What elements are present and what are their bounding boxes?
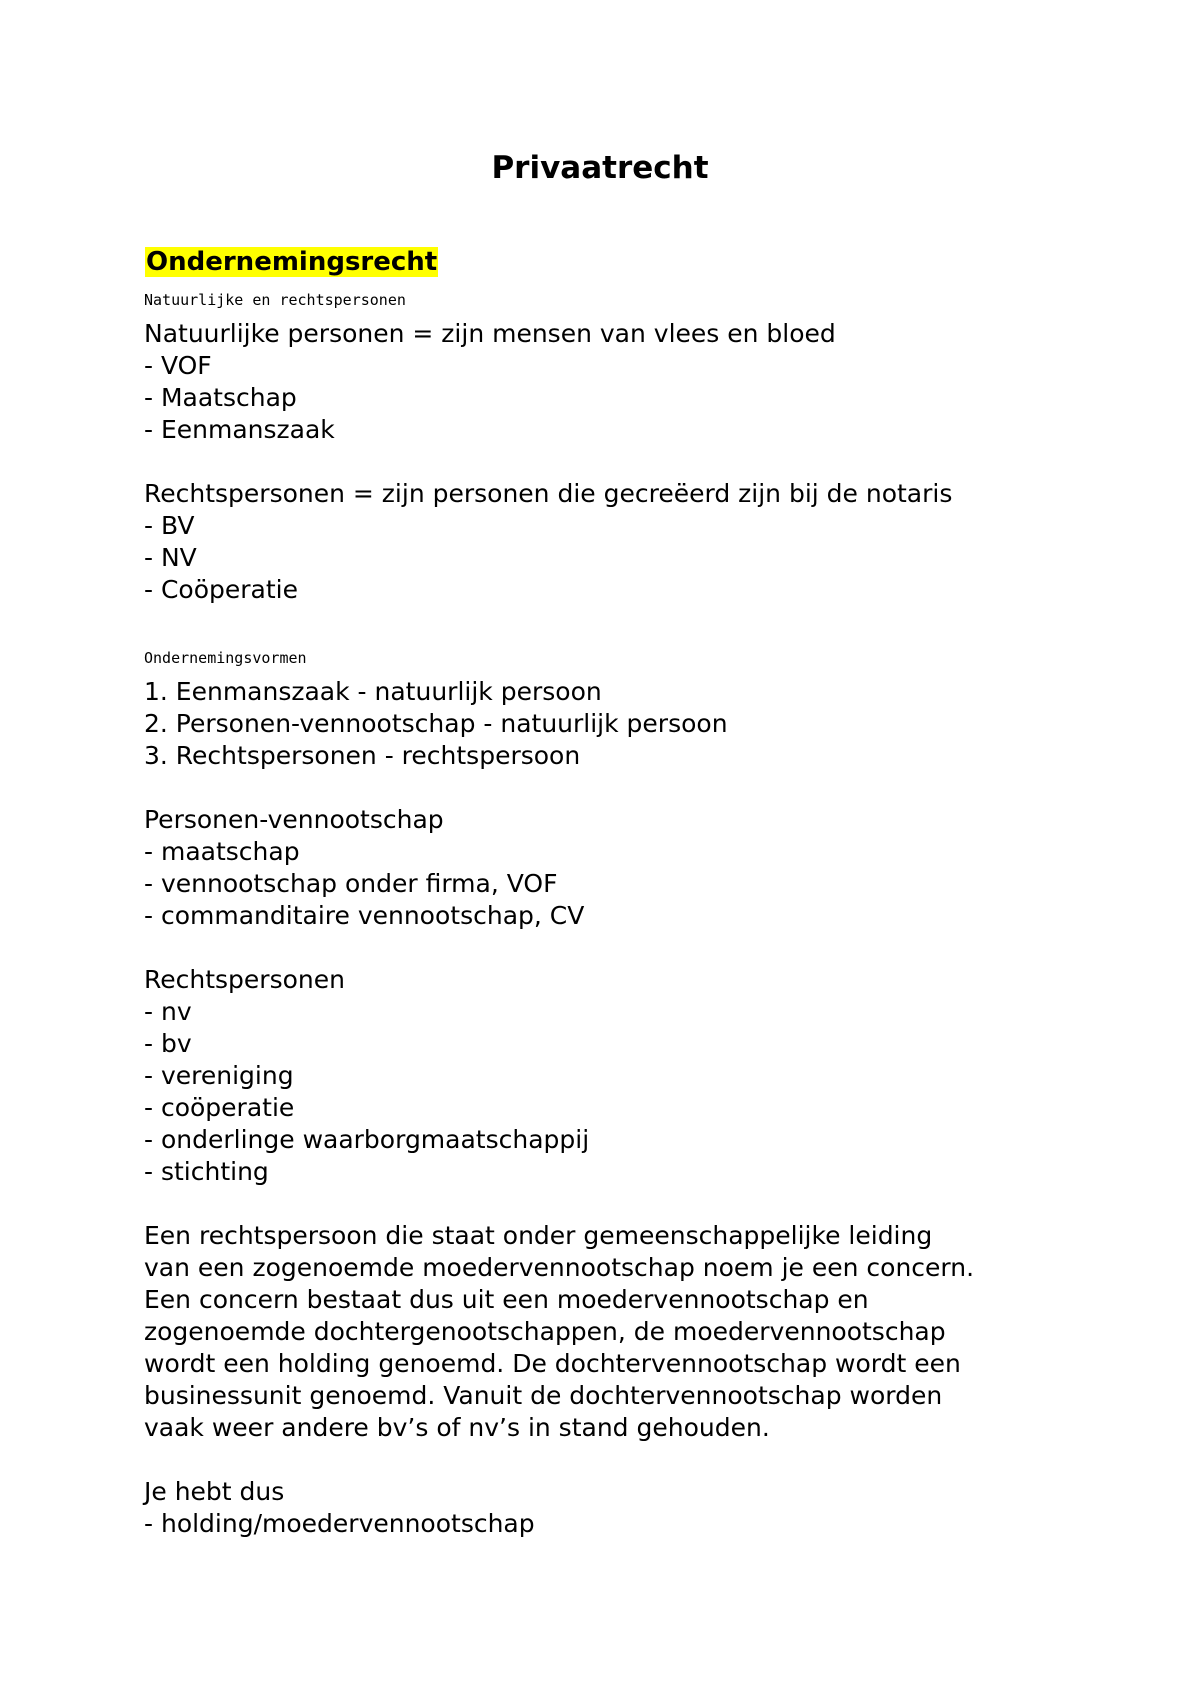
list-item: - Coöperatie — [144, 575, 298, 604]
paragraph-line: vaak weer andere bv’s of nv’s in stand gehouden. — [144, 1413, 770, 1442]
section-heading — [144, 244, 439, 280]
paragraph-line: Rechtspersonen = zijn personen die gecreëerd zijn bij de notaris — [144, 479, 953, 508]
paragraph-line: businessunit genoemd. Vanuit de dochtervennootschap worden — [144, 1381, 943, 1410]
block-heading: Personen-vennootschap — [144, 805, 444, 834]
list-item: - coöperatie — [144, 1093, 295, 1122]
numbered-item: 3. Rechtspersonen - rechtspersoon — [144, 741, 581, 770]
concern-paragraph — [144, 1220, 1064, 1444]
list-item: - holding/moedervennootschap — [144, 1509, 535, 1538]
list-item: - Eenmanszaak — [144, 415, 335, 444]
document-title: Privaatrecht — [491, 150, 709, 186]
block-heading: Rechtspersonen — [144, 965, 345, 994]
personen-vennootschap-block — [144, 804, 1064, 932]
list-item: - vereniging — [144, 1061, 294, 1090]
block-heading: Je hebt dus — [144, 1477, 285, 1506]
paragraph-line: van een zogenoemde moedervennootschap noem je een concern. — [144, 1253, 975, 1282]
rechtspersonen-block — [144, 478, 1064, 606]
paragraph-line: wordt een holding genoemd. De dochtervennootschap wordt een — [144, 1349, 961, 1378]
paragraph-line: Een rechtspersoon die staat onder gemeenschappelijke leiding — [144, 1221, 933, 1250]
numbered-item: 1. Eenmanszaak - natuurlijk persoon — [144, 677, 602, 706]
paragraph-line: Natuurlijke personen = zijn mensen van vlees en bloed — [144, 319, 836, 348]
list-item: - vennootschap onder firma, VOF — [144, 869, 558, 898]
je-hebt-dus-block — [144, 1476, 1064, 1540]
list-item: - maatschap — [144, 837, 300, 866]
subheading-natuurlijke-en-rechtspersonen: Natuurlijke en rechtspersonen — [144, 291, 406, 309]
list-item: - Maatschap — [144, 383, 297, 412]
natuurlijke-personen-block — [144, 318, 1064, 446]
list-item: - bv — [144, 1029, 192, 1058]
ondernemingsvormen-list — [144, 676, 1064, 772]
list-item: - nv — [144, 997, 192, 1026]
list-item: - BV — [144, 511, 195, 540]
highlighted-heading-text: Ondernemingsrecht — [146, 247, 438, 277]
rechtspersonen-list-block — [144, 964, 1064, 1188]
subheading-ondernemingsvormen: Ondernemingsvormen — [144, 649, 307, 667]
list-item: - NV — [144, 543, 197, 572]
list-item: - onderlinge waarborgmaatschappij — [144, 1125, 590, 1154]
list-item: - VOF — [144, 351, 212, 380]
list-item: - stichting — [144, 1157, 269, 1186]
paragraph-line: zogenoemde dochtergenootschappen, de moedervennootschap — [144, 1317, 946, 1346]
paragraph-line: Een concern bestaat dus uit een moedervennootschap en — [144, 1285, 869, 1314]
numbered-item: 2. Personen-vennootschap - natuurlijk persoon — [144, 709, 728, 738]
list-item: - commanditaire vennootschap, CV — [144, 901, 585, 930]
